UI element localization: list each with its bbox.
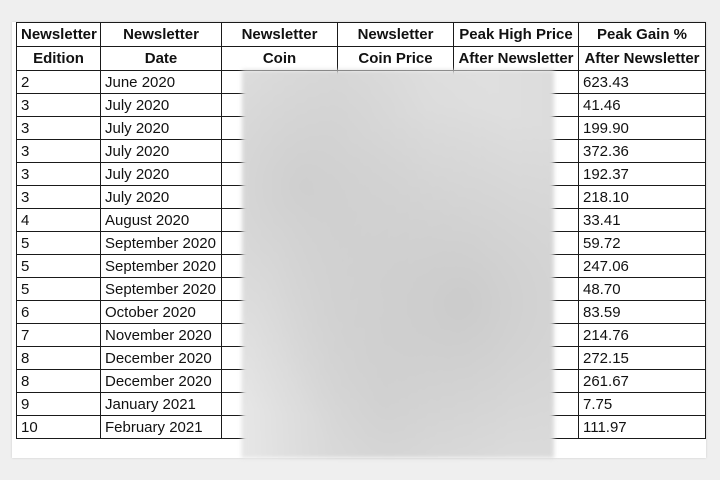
header-cell: Coin (222, 47, 338, 71)
edition-cell: 8 (17, 347, 101, 370)
edition-cell: 3 (17, 186, 101, 209)
edition-cell: 5 (17, 278, 101, 301)
date-cell: January 2021 (101, 393, 222, 416)
peak-gain-cell: 48.70 (579, 278, 706, 301)
date-cell: February 2021 (101, 416, 222, 439)
redacted-blur-region (242, 70, 554, 458)
header-cell: Date (101, 47, 222, 71)
peak-gain-cell: 7.75 (579, 393, 706, 416)
header-cell: Peak Gain % (579, 23, 706, 47)
header-row-1 (17, 23, 706, 47)
peak-gain-cell: 83.59 (579, 301, 706, 324)
edition-cell: 3 (17, 140, 101, 163)
date-cell: July 2020 (101, 186, 222, 209)
edition-cell: 8 (17, 370, 101, 393)
header-row-2 (17, 47, 706, 71)
header-cell: Coin Price (338, 47, 454, 71)
edition-cell: 7 (17, 324, 101, 347)
edition-cell: 3 (17, 117, 101, 140)
header-cell: After Newsletter (454, 47, 579, 71)
peak-gain-cell: 192.37 (579, 163, 706, 186)
edition-cell: 4 (17, 209, 101, 232)
date-cell: September 2020 (101, 232, 222, 255)
date-cell: November 2020 (101, 324, 222, 347)
header-cell: Newsletter (101, 23, 222, 47)
peak-gain-cell: 41.46 (579, 94, 706, 117)
peak-gain-cell: 199.90 (579, 117, 706, 140)
header-cell: Newsletter (222, 23, 338, 47)
edition-cell: 5 (17, 255, 101, 278)
peak-gain-cell: 214.76 (579, 324, 706, 347)
edition-cell: 9 (17, 393, 101, 416)
peak-gain-cell: 623.43 (579, 71, 706, 94)
header-cell: Newsletter (17, 23, 101, 47)
date-cell: December 2020 (101, 370, 222, 393)
peak-gain-cell: 261.67 (579, 370, 706, 393)
header-cell: Peak High Price (454, 23, 579, 47)
date-cell: July 2020 (101, 140, 222, 163)
header-cell: Newsletter (338, 23, 454, 47)
header-cell: After Newsletter (579, 47, 706, 71)
peak-gain-cell: 111.97 (579, 416, 706, 439)
date-cell: July 2020 (101, 163, 222, 186)
date-cell: October 2020 (101, 301, 222, 324)
spreadsheet-frame (12, 22, 706, 458)
peak-gain-cell: 247.06 (579, 255, 706, 278)
peak-gain-cell: 272.15 (579, 347, 706, 370)
edition-cell: 10 (17, 416, 101, 439)
date-cell: September 2020 (101, 278, 222, 301)
date-cell: August 2020 (101, 209, 222, 232)
peak-gain-cell: 33.41 (579, 209, 706, 232)
edition-cell: 3 (17, 94, 101, 117)
edition-cell: 2 (17, 71, 101, 94)
edition-cell: 3 (17, 163, 101, 186)
peak-gain-cell: 218.10 (579, 186, 706, 209)
date-cell: September 2020 (101, 255, 222, 278)
date-cell: June 2020 (101, 71, 222, 94)
edition-cell: 6 (17, 301, 101, 324)
date-cell: December 2020 (101, 347, 222, 370)
header-cell: Edition (17, 47, 101, 71)
peak-gain-cell: 59.72 (579, 232, 706, 255)
peak-gain-cell: 372.36 (579, 140, 706, 163)
edition-cell: 5 (17, 232, 101, 255)
date-cell: July 2020 (101, 94, 222, 117)
date-cell: July 2020 (101, 117, 222, 140)
